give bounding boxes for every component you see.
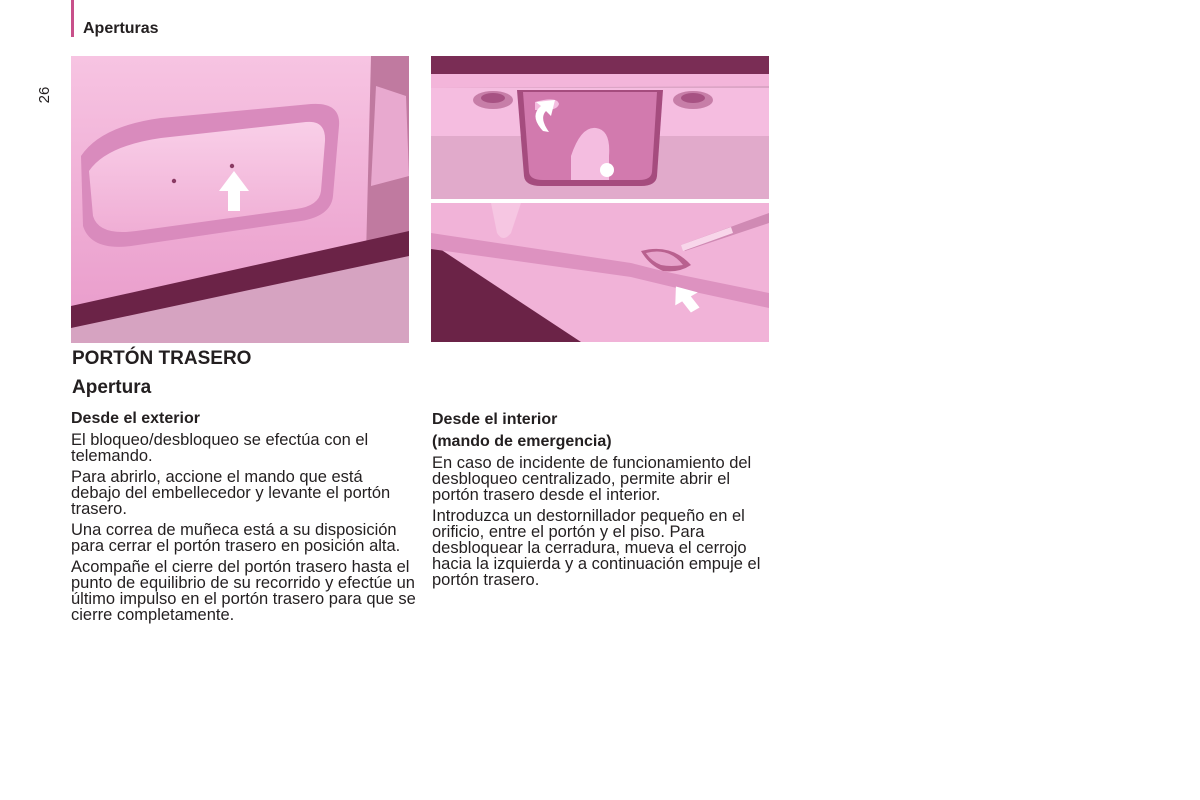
exterior-paragraph: Una correa de muñeca está a su disposición para cerrar el portón trasero en posición alta. [71, 521, 401, 555]
section-subtitle: Apertura [72, 377, 152, 398]
interior-heading: Desde el interior [432, 411, 558, 428]
section-accent-bar [71, 0, 74, 37]
exterior-paragraph: Acompañe el cierre del portón trasero hasta el punto de equilibrio de su recorrido y efectúe un último impulso en el portón trasero para que se cierre completamente. [71, 558, 416, 624]
exterior-column [71, 410, 416, 628]
exterior-paragraph: Para abrirlo, accione el mando que está debajo del embellecedor y levante el portón trasero. [71, 468, 391, 518]
lock-detail-illustration [431, 56, 769, 199]
section-label: Aperturas [83, 20, 159, 37]
page-number: 26 [36, 86, 53, 104]
interior-paragraph: Introduzca un destornillador pequeño en el orificio, entre el portón y el piso. Para desbloquear la cerradura, mueva el cerrojo hacia la izquierda y a continuación empuje el portón trasero. [432, 507, 761, 589]
tailgate-handle-illustration [71, 56, 409, 343]
interior-column [432, 411, 777, 593]
screwdriver-illustration [431, 203, 769, 342]
exterior-paragraph: El bloqueo/desbloqueo se efectúa con el telemando. [71, 431, 369, 465]
interior-paragraph: En caso de incidente de funcionamiento del desbloqueo centralizado, permite abrir el portón trasero desde el interior. [432, 454, 752, 504]
interior-heading-emergency: (mando de emergencia) [432, 433, 612, 450]
exterior-heading: Desde el exterior [71, 410, 200, 427]
section-title: PORTÓN TRASERO [72, 348, 252, 369]
